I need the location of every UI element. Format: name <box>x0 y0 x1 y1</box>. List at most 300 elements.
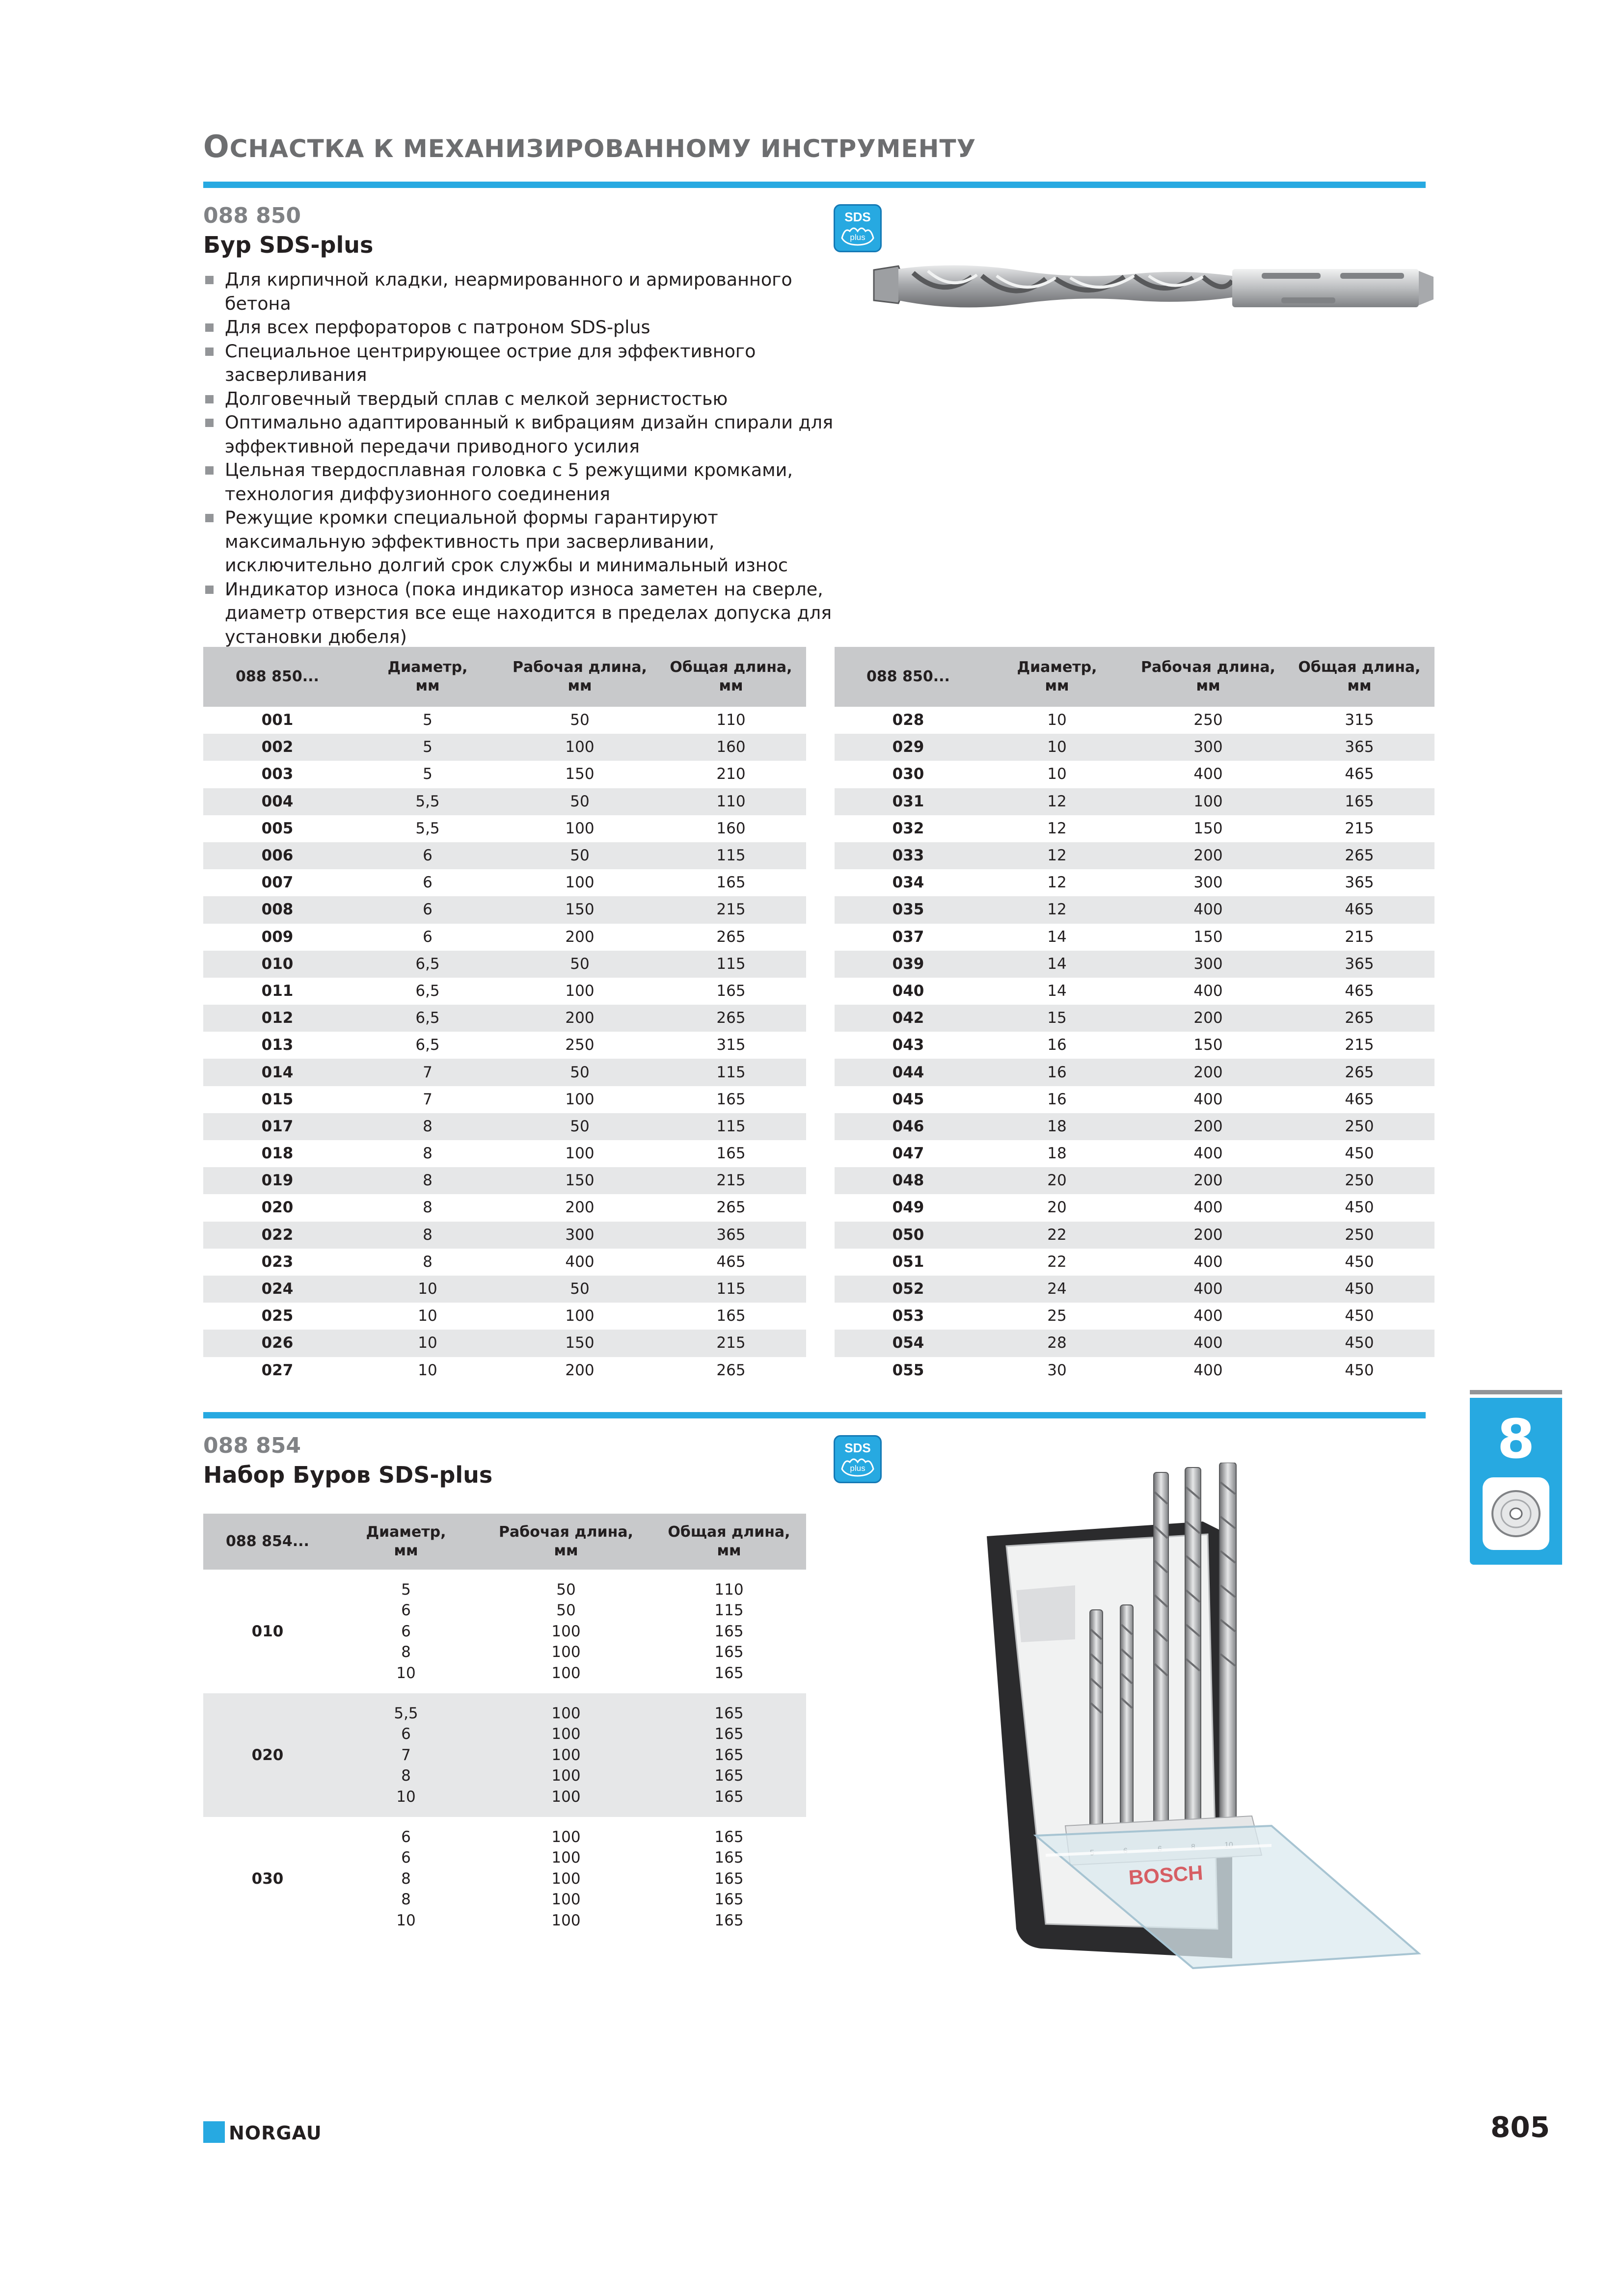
cell-code: 012 <box>203 1005 352 1032</box>
product1-title: Бур SDS-plus <box>203 232 374 258</box>
cell-code: 023 <box>261 1253 294 1271</box>
col-header-diameter: Диаметр, мм <box>352 647 504 707</box>
cell-code: 030 <box>892 765 924 783</box>
cell-work-length: 100 <box>565 1145 595 1163</box>
cell-diameter: 10 <box>418 1361 437 1379</box>
cell-total-length: 115 <box>656 1059 806 1086</box>
grinding-disc-icon <box>1483 1477 1549 1550</box>
cell-total-length: 215 <box>656 896 806 923</box>
col-header-total-length: Общая длина, мм <box>1284 647 1434 707</box>
sds-drill-bit-image <box>869 255 1438 329</box>
cell-code: 051 <box>892 1253 924 1271</box>
cell-code: 007 <box>261 874 294 892</box>
cell-work-length: 150 <box>565 765 595 783</box>
set-value: 50 <box>556 1580 576 1599</box>
table-row <box>835 1303 1434 1330</box>
cell-diameter: 5,5 <box>352 788 504 815</box>
col-header-code: 088 850... <box>203 647 352 707</box>
table-row <box>203 1222 806 1249</box>
cell-diameter: 5 <box>423 765 433 783</box>
cell-total-length: 215 <box>656 1330 806 1357</box>
cell-code: 025 <box>261 1307 294 1325</box>
cell-work-length: 100 <box>565 819 595 837</box>
set-value: 115 <box>714 1602 744 1620</box>
cell-diameter: 7 <box>423 1090 433 1108</box>
cell-diameter: 28 <box>982 1330 1132 1357</box>
cell-work-length: 100 <box>565 1307 595 1325</box>
cell-total-length: 115 <box>656 842 806 869</box>
cell-code: 035 <box>835 896 982 923</box>
cell-code: 047 <box>892 1145 924 1163</box>
svg-text:SDS: SDS <box>844 210 871 224</box>
cell-work-length: 50 <box>504 1059 656 1086</box>
cell-code: 037 <box>892 928 924 946</box>
cell-diameter: 8 <box>423 1145 433 1163</box>
cell-diameter: 22 <box>1047 1253 1067 1271</box>
table-row <box>835 707 1434 734</box>
cell-total-length: 365 <box>1345 874 1374 892</box>
cell-work-length: 200 <box>1132 1005 1284 1032</box>
cell-work-length: 100 <box>565 1090 595 1108</box>
set-value: 165 <box>714 1767 744 1785</box>
set-value: 8 <box>401 1767 411 1785</box>
cell-diameter: 16 <box>1047 1090 1067 1108</box>
table-row <box>203 1113 806 1140</box>
table-row <box>835 1113 1434 1140</box>
cell-code: 018 <box>261 1145 294 1163</box>
cell-code: 028 <box>892 711 924 729</box>
svg-text:plus: plus <box>850 1464 866 1473</box>
table-row <box>203 788 806 815</box>
cell-diameter: 10 <box>352 1330 504 1357</box>
cell-work-length: 400 <box>1193 1145 1223 1163</box>
set-value: 100 <box>551 1746 581 1764</box>
section-rule <box>203 1412 1426 1418</box>
cell-total-length: 365 <box>656 1222 806 1249</box>
set-value: 165 <box>714 1643 744 1661</box>
set-value: 110 <box>714 1580 744 1599</box>
set-value: 165 <box>714 1622 744 1640</box>
set-row <box>203 1817 806 1941</box>
cell-code: 053 <box>892 1307 924 1325</box>
table-row <box>203 761 806 788</box>
brand-logo-text: NORGAU <box>229 2122 322 2144</box>
table-row <box>835 1032 1434 1059</box>
table-row <box>835 1086 1434 1113</box>
set-value: 100 <box>551 1643 581 1661</box>
table-row <box>835 1249 1434 1276</box>
set-value: 100 <box>551 1849 581 1867</box>
cell-diameter: 6 <box>423 874 433 892</box>
table-row <box>203 1005 806 1032</box>
set-row <box>203 1570 806 1693</box>
header-rule <box>203 182 1426 188</box>
cell-diameter: 12 <box>982 788 1132 815</box>
cell-code: 043 <box>892 1036 924 1054</box>
product2-table <box>203 1514 806 1941</box>
feature-item: Режущие кромки специальной формы гарантируют максимальную эффективность при засверливании, исключительно долгий срок службы и минимальный износ <box>203 506 856 578</box>
cell-total-length: 110 <box>716 711 746 729</box>
cell-work-length: 400 <box>1193 765 1223 783</box>
cell-diameter: 6,5 <box>415 982 440 1000</box>
cell-work-length: 200 <box>1132 1113 1284 1140</box>
page-number: 805 <box>1490 2110 1550 2144</box>
set-value: 165 <box>714 1828 744 1846</box>
cell-total-length: 315 <box>716 1036 746 1054</box>
table-row <box>835 1330 1434 1357</box>
table-row <box>203 1194 806 1221</box>
norgau-logo-square-icon <box>203 2121 225 2143</box>
table-row <box>835 978 1434 1005</box>
cell-code: 004 <box>203 788 352 815</box>
cell-total-length: 165 <box>716 1145 746 1163</box>
set-value: 5 <box>401 1580 411 1599</box>
cell-work-length: 400 <box>1132 1276 1284 1303</box>
svg-text:SDS: SDS <box>844 1441 871 1455</box>
cell-code: 046 <box>835 1113 982 1140</box>
cell-diameter: 6 <box>352 896 504 923</box>
cell-work-length: 400 <box>1193 1090 1223 1108</box>
cell-diameter: 12 <box>1047 874 1067 892</box>
cell-code: 040 <box>892 982 924 1000</box>
cell-work-length: 400 <box>1193 1307 1223 1325</box>
cell-work-length: 300 <box>1132 734 1284 761</box>
table-row <box>835 1059 1434 1086</box>
table-row <box>835 761 1434 788</box>
set-value: 8 <box>401 1891 411 1909</box>
set-value: 100 <box>551 1788 581 1806</box>
cell-code: 052 <box>835 1276 982 1303</box>
cell-code: 048 <box>835 1167 982 1194</box>
cell-total-length: 450 <box>1345 1253 1374 1271</box>
sds-plus-badge-icon <box>834 1435 882 1483</box>
cell-work-length: 150 <box>1193 819 1223 837</box>
cell-work-length: 50 <box>504 788 656 815</box>
cell-work-length: 300 <box>1132 951 1284 978</box>
cell-code: 015 <box>261 1090 294 1108</box>
cell-diameter: 12 <box>1047 819 1067 837</box>
cell-diameter: 15 <box>982 1005 1132 1032</box>
cell-work-length: 400 <box>1193 1253 1223 1271</box>
cell-total-length: 210 <box>716 765 746 783</box>
cell-total-length: 215 <box>1345 1036 1374 1054</box>
table-row <box>203 1276 806 1303</box>
product1-table-left <box>203 647 806 1384</box>
table-row <box>203 1086 806 1113</box>
cell-diameter: 25 <box>1047 1307 1067 1325</box>
set-value: 165 <box>714 1911 744 1929</box>
table-row <box>835 1005 1434 1032</box>
cell-diameters <box>332 1570 480 1693</box>
cell-diameter: 10 <box>1047 765 1067 783</box>
table-row <box>203 869 806 896</box>
set-value: 6 <box>401 1622 411 1640</box>
cell-diameter: 6 <box>423 928 433 946</box>
feature-item: Для всех перфораторов с патроном SDS-plus <box>203 316 856 340</box>
cell-total-length: 265 <box>716 1199 746 1217</box>
set-value: 6 <box>401 1828 411 1846</box>
set-value: 165 <box>714 1704 744 1722</box>
product1-feature-list <box>203 268 856 649</box>
cell-diameter: 22 <box>982 1222 1132 1249</box>
cell-total-length: 115 <box>656 951 806 978</box>
col-header-work-length: Рабочая длина, мм <box>1132 647 1284 707</box>
cell-total-length: 265 <box>656 1005 806 1032</box>
cell-code: 010 <box>203 951 352 978</box>
set-value: 100 <box>551 1664 581 1682</box>
cell-total-length: 165 <box>716 1307 746 1325</box>
table-row <box>203 924 806 951</box>
cell-total-lengths <box>652 1817 806 1941</box>
feature-item: Для кирпичной кладки, неармированного и армированного бетона <box>203 268 856 316</box>
cell-total-length: 465 <box>1284 896 1434 923</box>
cell-code: 030 <box>251 1869 284 1888</box>
set-value: 8 <box>401 1869 411 1888</box>
cell-total-length: 250 <box>1284 1222 1434 1249</box>
cell-total-length: 165 <box>716 982 746 1000</box>
cell-total-length: 160 <box>716 819 746 837</box>
cell-diameter: 5,5 <box>415 819 440 837</box>
cell-work-length: 400 <box>1132 896 1284 923</box>
drill-set-case-image <box>977 1463 1438 1973</box>
cell-work-length: 100 <box>565 874 595 892</box>
table-row <box>203 1140 806 1167</box>
cell-diameter: 10 <box>418 1307 437 1325</box>
cell-work-length: 150 <box>1193 928 1223 946</box>
table-row <box>835 734 1434 761</box>
cell-total-length: 265 <box>716 1361 746 1379</box>
col-header-diameter: Диаметр, мм <box>982 647 1132 707</box>
cell-total-length: 465 <box>1345 1090 1374 1108</box>
table-row <box>835 842 1434 869</box>
svg-text:BOSCH: BOSCH <box>1128 1861 1204 1889</box>
col-header-total-length: Общая длина, мм <box>656 647 806 707</box>
set-value: 10 <box>396 1788 416 1806</box>
cell-work-length: 250 <box>1193 711 1223 729</box>
cell-work-length: 200 <box>565 928 595 946</box>
cell-work-length: 300 <box>1193 874 1223 892</box>
cell-code: 042 <box>835 1005 982 1032</box>
svg-text:plus: plus <box>850 233 866 242</box>
cell-total-length: 450 <box>1345 1199 1374 1217</box>
set-value: 7 <box>401 1746 411 1764</box>
cell-total-length: 450 <box>1284 1276 1434 1303</box>
cell-total-length: 115 <box>656 1113 806 1140</box>
table-row <box>835 788 1434 815</box>
set-value: 100 <box>551 1911 581 1929</box>
cell-total-length: 450 <box>1345 1361 1374 1379</box>
cell-work-length: 150 <box>504 896 656 923</box>
cell-code: 011 <box>261 982 294 1000</box>
table-row <box>203 707 806 734</box>
table-row <box>203 842 806 869</box>
cell-code: 002 <box>203 734 352 761</box>
cell-total-length: 265 <box>1284 1059 1434 1086</box>
cell-work-length: 200 <box>504 1005 656 1032</box>
cell-work-length: 50 <box>504 1276 656 1303</box>
feature-item: Цельная твердосплавная головка с 5 режущими кромками, технология диффузионного соединения <box>203 458 856 506</box>
cell-diameter: 16 <box>982 1059 1132 1086</box>
cell-total-length: 215 <box>1345 928 1374 946</box>
cell-code: 045 <box>892 1090 924 1108</box>
cell-work-length: 200 <box>1132 842 1284 869</box>
cell-diameter: 8 <box>352 1167 504 1194</box>
table-row <box>835 869 1434 896</box>
set-value: 165 <box>714 1891 744 1909</box>
table-row <box>203 1357 806 1384</box>
cell-total-length: 160 <box>656 734 806 761</box>
set-value: 8 <box>401 1643 411 1661</box>
table-row <box>203 1059 806 1086</box>
cell-diameter: 12 <box>982 842 1132 869</box>
set-value: 100 <box>551 1622 581 1640</box>
cell-diameter: 20 <box>1047 1199 1067 1217</box>
table-row <box>203 1330 806 1357</box>
cell-diameter: 20 <box>982 1167 1132 1194</box>
cell-diameter: 10 <box>982 734 1132 761</box>
cell-code: 050 <box>835 1222 982 1249</box>
cell-code: 044 <box>835 1059 982 1086</box>
cell-work-lengths <box>480 1570 652 1693</box>
cell-diameter: 30 <box>1047 1361 1067 1379</box>
set-value: 10 <box>396 1911 416 1929</box>
set-value: 10 <box>396 1664 416 1682</box>
cell-code: 020 <box>203 1693 332 1817</box>
cell-total-lengths <box>652 1570 806 1693</box>
cell-total-length: 110 <box>656 788 806 815</box>
cell-work-length: 200 <box>565 1199 595 1217</box>
set-value: 100 <box>551 1704 581 1722</box>
cell-total-length: 450 <box>1345 1145 1374 1163</box>
table-row <box>835 1194 1434 1221</box>
cell-code: 014 <box>203 1059 352 1086</box>
cell-work-length: 400 <box>1193 1199 1223 1217</box>
cell-code: 055 <box>892 1361 924 1379</box>
set-value: 165 <box>714 1664 744 1682</box>
cell-work-length: 400 <box>1132 1330 1284 1357</box>
cell-total-length: 465 <box>1345 982 1374 1000</box>
cell-code: 010 <box>251 1622 284 1640</box>
sds-plus-badge-icon <box>834 204 882 252</box>
cell-diameter: 14 <box>982 951 1132 978</box>
table-row <box>203 978 806 1005</box>
product2-title: Набор Буров SDS-plus <box>203 1462 493 1488</box>
table-row <box>835 1140 1434 1167</box>
table-row <box>203 1167 806 1194</box>
table-row <box>835 1167 1434 1194</box>
table-row <box>203 951 806 978</box>
cell-total-length: 265 <box>1284 1005 1434 1032</box>
cell-diameter: 24 <box>982 1276 1132 1303</box>
cell-code: 027 <box>261 1361 294 1379</box>
product1-table-right <box>835 647 1434 1384</box>
cell-total-length: 315 <box>1345 711 1374 729</box>
cell-work-length: 250 <box>565 1036 595 1054</box>
cell-code: 013 <box>261 1036 294 1054</box>
col-header-work-length: Рабочая длина, мм <box>480 1514 652 1570</box>
cell-total-length: 165 <box>716 874 746 892</box>
cell-code: 008 <box>203 896 352 923</box>
cell-work-lengths <box>480 1693 652 1817</box>
cell-diameters <box>332 1817 480 1941</box>
cell-work-length: 100 <box>565 982 595 1000</box>
table-row <box>203 734 806 761</box>
cell-code: 033 <box>835 842 982 869</box>
cell-diameter: 5 <box>423 711 433 729</box>
cell-work-length: 150 <box>504 1167 656 1194</box>
cell-diameter: 10 <box>352 1276 504 1303</box>
cell-code: 049 <box>892 1199 924 1217</box>
side-tab-rule <box>1470 1390 1562 1394</box>
cell-diameter: 6,5 <box>352 951 504 978</box>
cell-diameter: 16 <box>1047 1036 1067 1054</box>
feature-item: Индикатор износа (пока индикатор износа заметен на сверле, диаметр отверстия все еще находится в пределах допуска для установки дюбеля) <box>203 578 856 649</box>
cell-code: 029 <box>835 734 982 761</box>
cell-total-length: 365 <box>1284 951 1434 978</box>
set-value: 100 <box>551 1891 581 1909</box>
product2-article: 088 854 <box>203 1433 301 1458</box>
table-row <box>835 1276 1434 1303</box>
cell-code: 020 <box>261 1199 294 1217</box>
cell-total-length: 215 <box>1345 819 1374 837</box>
cell-code: 005 <box>261 819 294 837</box>
col-header-code: 088 850... <box>835 647 982 707</box>
table-row <box>835 1357 1434 1384</box>
set-value: 50 <box>556 1602 576 1620</box>
cell-total-length: 265 <box>716 928 746 946</box>
set-value: 5,5 <box>394 1704 418 1722</box>
cell-total-length: 250 <box>1284 1113 1434 1140</box>
cell-total-length: 165 <box>1284 788 1434 815</box>
cell-work-lengths <box>480 1817 652 1941</box>
cell-code: 001 <box>261 711 294 729</box>
table-row <box>203 896 806 923</box>
cell-diameter: 8 <box>423 1199 433 1217</box>
cell-work-length: 400 <box>1193 982 1223 1000</box>
set-value: 165 <box>714 1869 744 1888</box>
table-row <box>203 1249 806 1276</box>
cell-code: 054 <box>835 1330 982 1357</box>
set-value: 6 <box>401 1849 411 1867</box>
cell-total-length: 365 <box>1284 734 1434 761</box>
cell-work-length: 50 <box>570 711 590 729</box>
cell-code: 032 <box>892 819 924 837</box>
set-value: 165 <box>714 1725 744 1743</box>
table-row <box>835 951 1434 978</box>
table-row <box>835 815 1434 842</box>
cell-work-length: 100 <box>504 734 656 761</box>
set-value: 100 <box>551 1725 581 1743</box>
cell-diameter: 6,5 <box>352 1005 504 1032</box>
cell-code: 022 <box>203 1222 352 1249</box>
cell-code: 006 <box>203 842 352 869</box>
cell-work-length: 200 <box>1132 1222 1284 1249</box>
table-row <box>203 815 806 842</box>
table-row <box>835 924 1434 951</box>
cell-work-length: 200 <box>1132 1167 1284 1194</box>
cell-diameter: 14 <box>1047 982 1067 1000</box>
col-header-code: 088 854... <box>203 1514 332 1570</box>
cell-total-length: 250 <box>1284 1167 1434 1194</box>
set-value: 165 <box>714 1746 744 1764</box>
set-value: 6 <box>401 1602 411 1620</box>
cell-work-length: 150 <box>504 1330 656 1357</box>
product1-article: 088 850 <box>203 203 301 228</box>
feature-item: Долговечный твердый сплав с мелкой зернистостью <box>203 387 856 411</box>
cell-work-length: 200 <box>565 1361 595 1379</box>
col-header-work-length: Рабочая длина, мм <box>504 647 656 707</box>
cell-work-length: 50 <box>504 951 656 978</box>
